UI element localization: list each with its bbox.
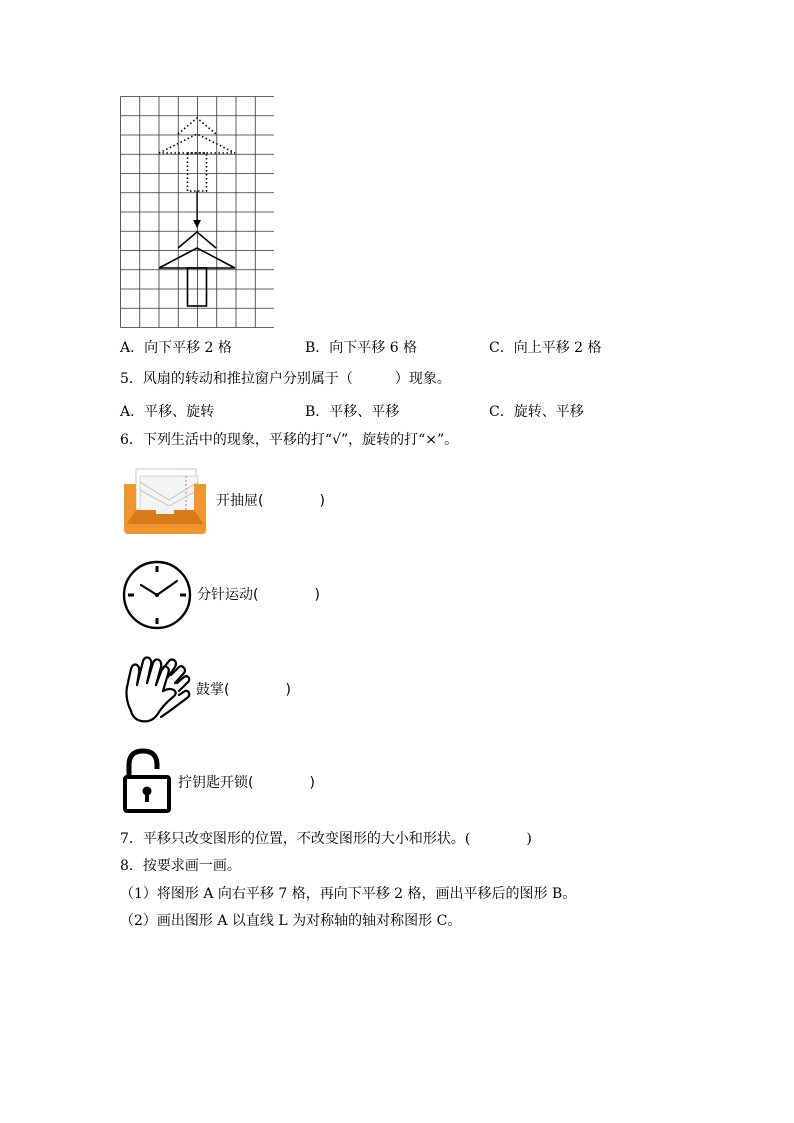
q8-stem: 8．按要求画一画。: [120, 858, 241, 874]
q4-option-b[interactable]: B．向下平移 6 格: [305, 340, 418, 356]
padlock-icon: [121, 747, 173, 815]
q4-option-c[interactable]: C．向上平移 2 格: [489, 340, 602, 356]
q6-item-clapping[interactable]: 鼓掌( ): [196, 682, 291, 698]
q6-item-drawer[interactable]: 开抽屉( ): [216, 493, 325, 509]
q8-part-1: （1）将图形 A 向右平移 7 格，再向下平移 2 格，画出平移后的图形 B。: [120, 886, 577, 902]
clapping-hands-icon: [121, 653, 195, 727]
q6-stem: 6．下列生活中的现象，平移的打“√”，旋转的打“×”。: [120, 432, 459, 448]
clock-icon: [121, 559, 193, 631]
q5-option-c[interactable]: C．旋转、平移: [489, 404, 584, 420]
translated-shape-solid: [159, 232, 235, 306]
motion-arrowhead: [193, 220, 201, 228]
q8-part-2: （2）画出图形 A 以直线 L 为对称轴的轴对称图形 C。: [120, 913, 462, 929]
q5-stem: 5．风扇的转动和推拉窗户分别属于（ ）现象。: [120, 371, 451, 387]
q6-item-padlock[interactable]: 拧钥匙开锁( ): [178, 775, 315, 791]
drawer-icon: [120, 466, 210, 538]
translation-grid-figure: [120, 96, 274, 330]
q6-item-clock[interactable]: 分针运动( ): [197, 587, 320, 603]
q7-stem: 7．平移只改变图形的位置，不改变图形的大小和形状。( ): [120, 831, 532, 847]
q4-option-a[interactable]: A．向下平移 2 格: [120, 340, 232, 356]
q5-option-b[interactable]: B．平移、平移: [305, 404, 400, 420]
q5-option-a[interactable]: A．平移、旋转: [120, 404, 215, 420]
